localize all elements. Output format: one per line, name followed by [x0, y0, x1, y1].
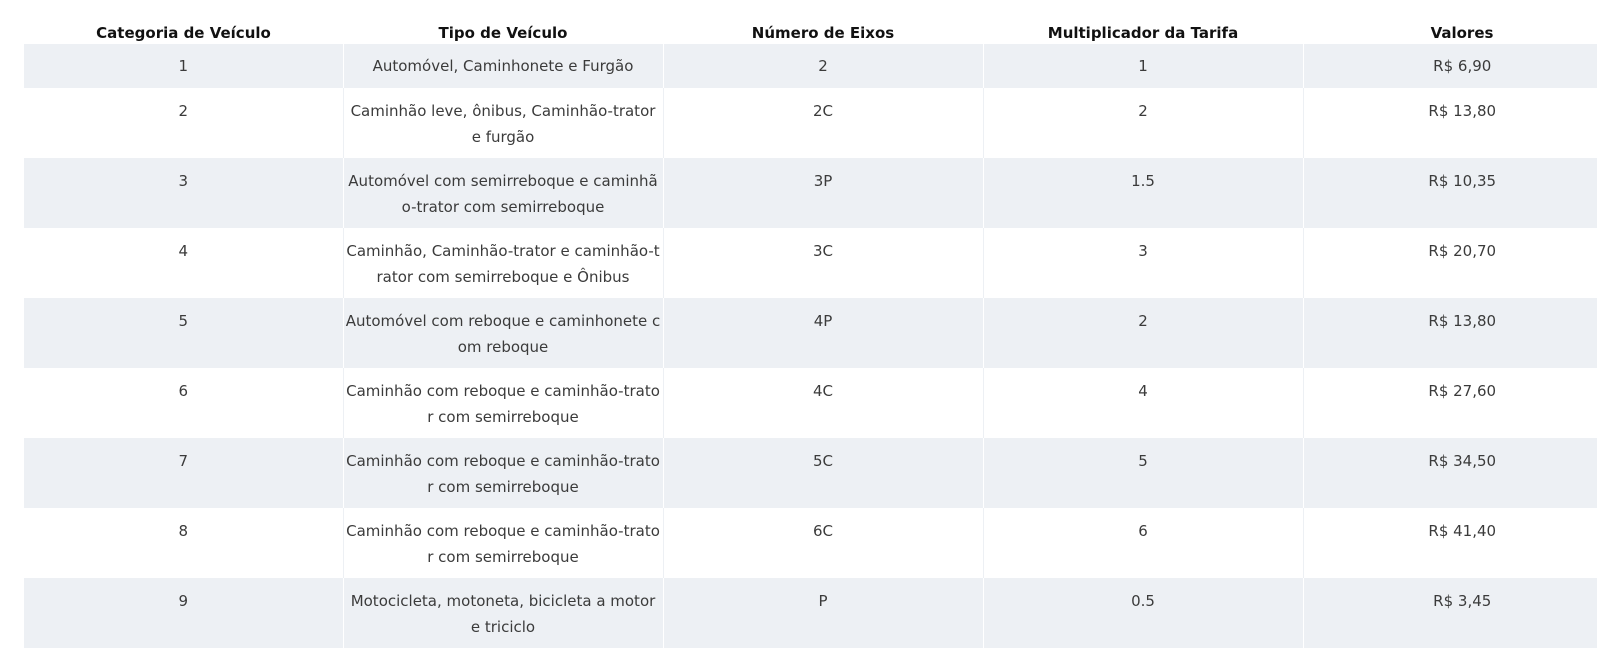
table-row — [24, 578, 1597, 648]
table-row — [24, 438, 1597, 508]
cell-categoria: 7 — [24, 438, 343, 508]
table-row — [24, 368, 1597, 438]
table-row — [24, 508, 1597, 578]
cell-categoria: 2 — [24, 88, 343, 158]
cell-valor: R$ 3,45 — [1303, 578, 1597, 648]
header-valores: Valores — [1430, 24, 1494, 42]
cell-categoria: 5 — [24, 298, 343, 368]
header-eixos: Número de Eixos — [751, 24, 895, 42]
cell-tipo: Caminhão leve, ônibus, Caminhão-trator e furgão — [343, 88, 663, 158]
table-row — [24, 44, 1597, 88]
cell-multiplicador: 2 — [983, 88, 1303, 158]
cell-categoria: 8 — [24, 508, 343, 578]
header-row — [24, 0, 1597, 44]
cell-tipo: Caminhão com reboque e caminhão-trator com semirreboque — [343, 438, 663, 508]
cell-valor: R$ 20,70 — [1303, 228, 1597, 298]
cell-eixos: 3C — [663, 228, 983, 298]
cell-eixos: 6C — [663, 508, 983, 578]
cell-multiplicador: 4 — [983, 368, 1303, 438]
cell-multiplicador: 3 — [983, 228, 1303, 298]
cell-valor: R$ 6,90 — [1303, 44, 1597, 88]
cell-tipo: Automóvel com semirreboque e caminhão-trator com semirreboque — [343, 158, 663, 228]
cell-eixos: 2C — [663, 88, 983, 158]
cell-valor: R$ 10,35 — [1303, 158, 1597, 228]
header-tipo: Tipo de Veículo — [438, 24, 568, 42]
cell-tipo: Motocicleta, motoneta, bicicleta a motor e triciclo — [343, 578, 663, 648]
cell-multiplicador: 1 — [983, 44, 1303, 88]
header-multiplicador: Multiplicador da Tarifa — [1047, 24, 1239, 42]
cell-categoria: 9 — [24, 578, 343, 648]
table-row — [24, 88, 1597, 158]
toll-table-container — [24, 0, 1597, 648]
cell-valor: R$ 13,80 — [1303, 88, 1597, 158]
cell-tipo: Caminhão, Caminhão-trator e caminhão-trator com semirreboque e Ônibus — [343, 228, 663, 298]
header-categoria: Categoria de Veículo — [96, 24, 271, 42]
cell-categoria: 3 — [24, 158, 343, 228]
table-row — [24, 158, 1597, 228]
cell-categoria: 4 — [24, 228, 343, 298]
cell-multiplicador: 0.5 — [983, 578, 1303, 648]
toll-table — [24, 0, 1597, 648]
cell-valor: R$ 27,60 — [1303, 368, 1597, 438]
cell-valor: R$ 34,50 — [1303, 438, 1597, 508]
cell-eixos: P — [663, 578, 983, 648]
cell-eixos: 2 — [663, 44, 983, 88]
table-row — [24, 298, 1597, 368]
cell-tipo: Automóvel, Caminhonete e Furgão — [343, 44, 663, 88]
cell-tipo: Caminhão com reboque e caminhão-trator com semirreboque — [343, 368, 663, 438]
cell-multiplicador: 6 — [983, 508, 1303, 578]
cell-multiplicador: 2 — [983, 298, 1303, 368]
table-body — [24, 44, 1597, 648]
cell-tipo: Caminhão com reboque e caminhão-trator com semirreboque — [343, 508, 663, 578]
table-header — [24, 0, 1597, 44]
cell-eixos: 5C — [663, 438, 983, 508]
table-row — [24, 228, 1597, 298]
cell-eixos: 4P — [663, 298, 983, 368]
cell-tipo: Automóvel com reboque e caminhonete com reboque — [343, 298, 663, 368]
cell-valor: R$ 13,80 — [1303, 298, 1597, 368]
cell-multiplicador: 5 — [983, 438, 1303, 508]
cell-multiplicador: 1.5 — [983, 158, 1303, 228]
cell-categoria: 1 — [24, 44, 343, 88]
cell-eixos: 3P — [663, 158, 983, 228]
cell-valor: R$ 41,40 — [1303, 508, 1597, 578]
cell-eixos: 4C — [663, 368, 983, 438]
cell-categoria: 6 — [24, 368, 343, 438]
